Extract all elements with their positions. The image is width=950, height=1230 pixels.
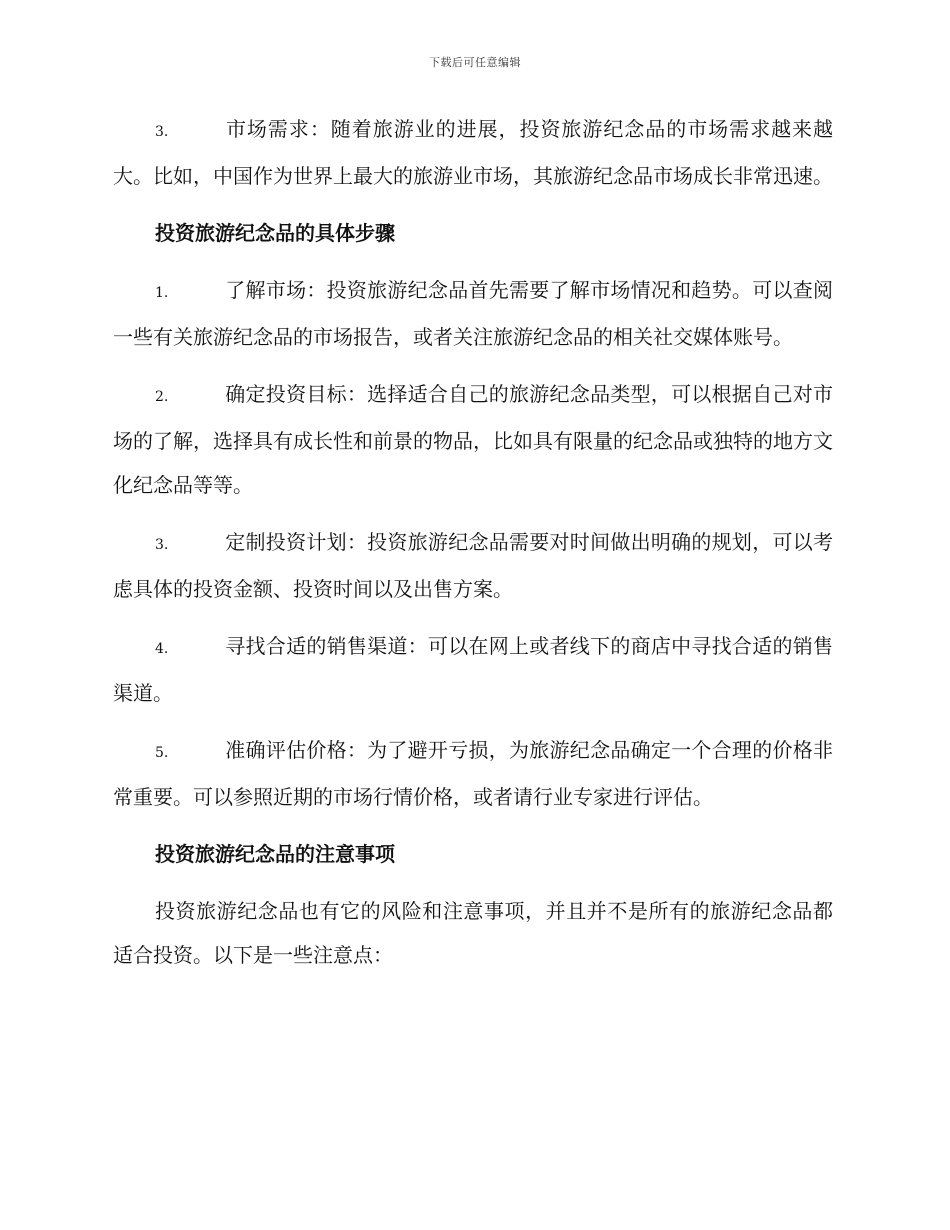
section-heading-steps: 投资旅游纪念品的具体步骤	[155, 221, 395, 245]
list-item	[113, 268, 833, 359]
list-item-number: 3.	[155, 537, 169, 553]
list-item-number: 4.	[155, 641, 169, 657]
list-item-text: 准确评估价格：为了避开亏损，为旅游纪念品确定一个合理的价格非常重要。可以参照近期的市场行情价格，或者请行业专家进行评估。	[113, 738, 833, 809]
list-item-number: 1.	[155, 285, 169, 301]
section-heading-notes: 投资旅游纪念品的注意事项	[155, 842, 395, 866]
list-item	[113, 372, 833, 507]
list-item-number: 3.	[155, 124, 169, 140]
list-item-market-demand	[113, 107, 833, 198]
notes-paragraph: 投资旅游纪念品也有它的风险和注意事项，并且并不是所有的旅游纪念品都适合投资。以下是一些注意点：	[113, 899, 833, 967]
list-item-number: 2.	[155, 389, 169, 405]
list-item-text: 定制投资计划：投资旅游纪念品需要对时间做出明确的规划，可以考虑具体的投资金额、投资时间以及出售方案。	[113, 530, 833, 601]
list-item-text: 了解市场：投资旅游纪念品首先需要了解市场情况和趋势。可以查阅一些有关旅游纪念品的市场报告，或者关注旅游纪念品的相关社交媒体账号。	[113, 278, 833, 349]
list-item-text: 确定投资目标：选择适合自己的旅游纪念品类型，可以根据自己对市场的了解，选择具有成长性和前景的物品，比如具有限量的纪念品或独特的地方文化纪念品等等。	[113, 382, 833, 497]
list-item-text: 寻找合适的销售渠道：可以在网上或者线下的商店中寻找合适的销售渠道。	[113, 634, 833, 705]
list-item	[113, 520, 833, 611]
document-body	[113, 107, 833, 990]
list-item-number: 5.	[155, 745, 169, 761]
list-item	[113, 728, 833, 819]
list-item-text: 市场需求：随着旅游业的进展，投资旅游纪念品的市场需求越来越大。比如，中国作为世界上最大的旅游业市场，其旅游纪念品市场成长非常迅速。	[113, 117, 833, 188]
list-item	[113, 624, 833, 715]
page-header: 下载后可任意编辑	[429, 56, 521, 69]
